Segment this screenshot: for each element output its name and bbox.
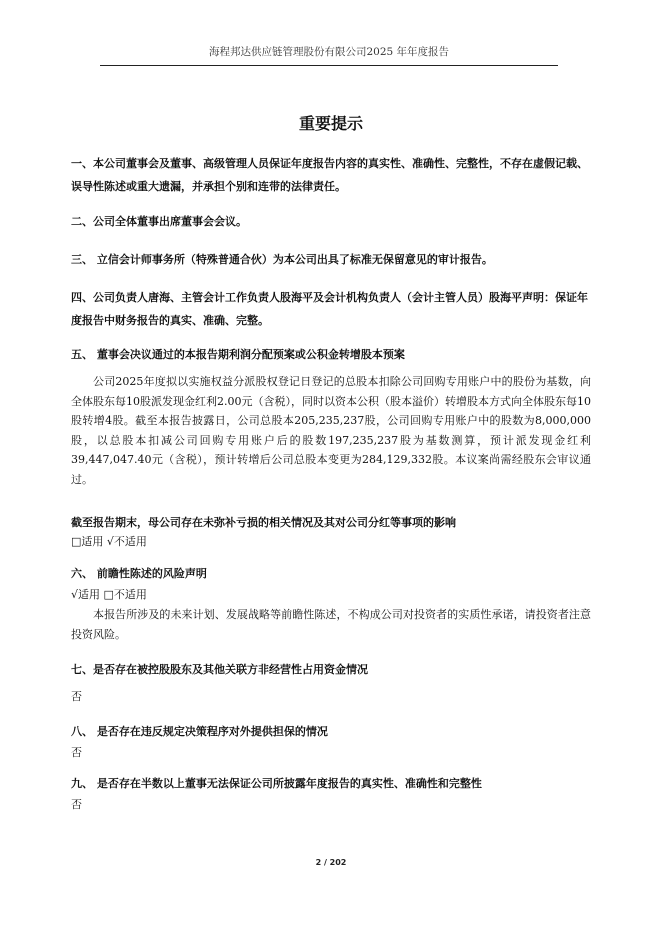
section-1 bbox=[71, 152, 591, 198]
section-loss bbox=[71, 511, 591, 550]
section-4 bbox=[71, 286, 591, 332]
page-number: 2 / 202 bbox=[315, 858, 347, 867]
section-5 bbox=[71, 343, 591, 489]
section-7-heading: 七、是否存在被控股股东及其他关联方非经营性占用资金情况 bbox=[71, 663, 368, 676]
section-8 bbox=[71, 720, 591, 763]
section-5-body: 公司2025年度拟以实施权益分派股权登记日登记的总股本扣除公司回购专用账户中的股份为基数，向全体股东每10股派发现金红利2.00元（含税），同时以资本公积（股本溢价）转增股本方式向全体股东每10股转增4股。截至本报告披露日，公司总股本205,235,237股，公司回购专用账户中的股数为8,000,000股，以总股本扣减公司回购专用账户后的股数197,235,237股为基数测算，预计派发现金红利39,447,047.40元（含税），预计转增后公司总股本变更为284,129,332股。本议案尚需经股东会审议通过。 bbox=[71, 375, 591, 486]
section-6 bbox=[71, 562, 591, 644]
section-9-heading: 九、 是否存在半数以上董事无法保证公司所披露年度报告的真实性、准确性和完整性 bbox=[71, 777, 482, 790]
section-4-text: 四、公司负责人唐海、主管会计工作负责人股海平及会计机构负责人（会计主管人员）股海平声明：保证年度报告中财务报告的真实、准确、完整。 bbox=[71, 291, 588, 327]
section-3 bbox=[71, 248, 591, 271]
section-loss-options: □适用 √不适用 bbox=[71, 535, 147, 548]
page-title: 重要提示 bbox=[298, 114, 363, 133]
section-loss-heading: 截至报告期末，母公司存在未弥补亏损的相关情况及其对公司分红等事项的影响 bbox=[71, 516, 456, 529]
section-6-options: √适用 □不适用 bbox=[71, 588, 147, 601]
section-7 bbox=[71, 658, 591, 707]
section-9-answer: 否 bbox=[71, 798, 82, 811]
section-8-heading: 八、 是否存在违反规定决策程序对外提供担保的情况 bbox=[71, 725, 328, 738]
section-2-text: 二、公司全体董事出席董事会会议。 bbox=[71, 215, 247, 228]
section-1-text: 一、本公司董事会及董事、高级管理人员保证年度报告内容的真实性、准确性、完整性，不存在虚假记载、误导性陈述或重大遗漏，并承担个别和连带的法律责任。 bbox=[71, 157, 588, 193]
page-header: 海程邦达供应链管理股份有限公司2025 年年度报告 bbox=[100, 44, 558, 66]
section-3-text: 三、 立信会计师事务所（特殊普通合伙）为本公司出具了标准无保留意见的审计报告。 bbox=[71, 253, 493, 266]
section-7-answer: 否 bbox=[71, 690, 82, 703]
section-6-heading: 六、 前瞻性陈述的风险声明 bbox=[71, 567, 207, 580]
section-8-answer: 否 bbox=[71, 746, 82, 759]
section-6-body: 本报告所涉及的未来计划、发展战略等前瞻性陈述，不构成公司对投资者的实质性承诺，请投资者注意投资风险。 bbox=[71, 608, 591, 641]
section-5-heading: 五、 董事会决议通过的本报告期利润分配预案或公积金转增股本预案 bbox=[71, 348, 405, 361]
section-2 bbox=[71, 210, 591, 233]
section-9 bbox=[71, 772, 591, 815]
